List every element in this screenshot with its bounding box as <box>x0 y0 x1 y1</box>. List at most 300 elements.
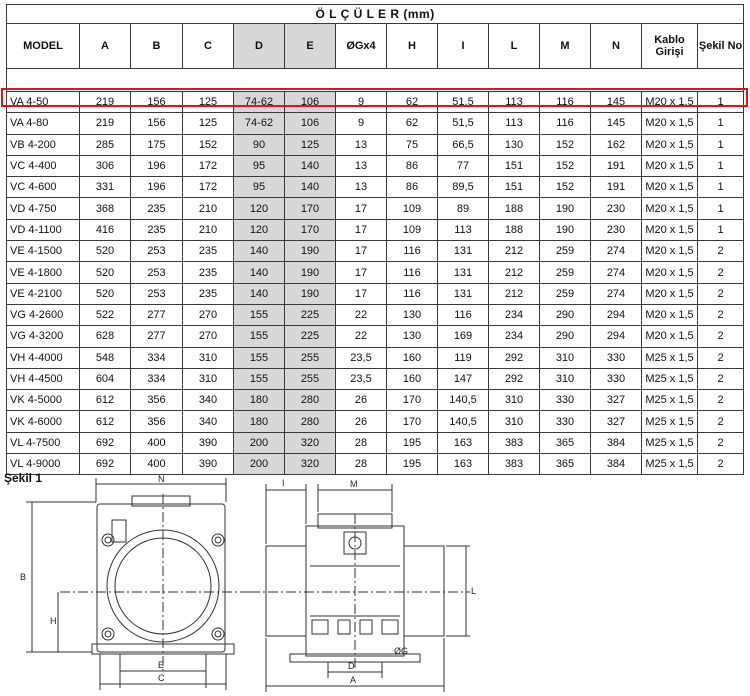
dim-e-label: E <box>158 660 165 670</box>
table-cell: 17 <box>336 219 387 240</box>
table-cell: 692 <box>80 432 131 453</box>
table-cell: 320 <box>285 454 336 475</box>
table-cell: 255 <box>285 368 336 389</box>
table-cell: 156 <box>131 92 183 113</box>
table-cell: 334 <box>131 347 183 368</box>
column-header: ØGx4 <box>336 24 387 69</box>
table-cell: 89 <box>438 198 489 219</box>
table-cell: 200 <box>234 432 285 453</box>
table-cell: 17 <box>336 283 387 304</box>
table-cell: 1 <box>698 134 744 155</box>
table-cell: 130 <box>387 304 438 325</box>
table-cell: 2 <box>698 241 744 262</box>
table-cell: 548 <box>80 347 131 368</box>
model-cell: VL 4-9000 <box>7 454 80 475</box>
table-cell: 116 <box>387 262 438 283</box>
dim-g-label: ØG <box>394 646 409 656</box>
table-cell: 140 <box>234 241 285 262</box>
table-row <box>7 198 744 219</box>
table-cell: M25 x 1,5 <box>642 411 698 432</box>
table-row <box>7 390 744 411</box>
table-cell: 400 <box>131 454 183 475</box>
table-cell: 1 <box>698 92 744 113</box>
table-cell: 612 <box>80 390 131 411</box>
table-cell: 235 <box>131 219 183 240</box>
table-cell: 120 <box>234 198 285 219</box>
table-cell: M25 x 1,5 <box>642 347 698 368</box>
table-cell: M20 x 1,5 <box>642 241 698 262</box>
model-cell: VD 4-750 <box>7 198 80 219</box>
table-cell: M20 x 1,5 <box>642 283 698 304</box>
table-cell: 1 <box>698 198 744 219</box>
dim-b-label: B <box>20 572 27 582</box>
table-cell: 368 <box>80 198 131 219</box>
table-cell: 390 <box>183 454 234 475</box>
table-cell: 66,5 <box>438 134 489 155</box>
table-cell: 9 <box>336 92 387 113</box>
table-cell: 160 <box>387 368 438 389</box>
table-cell: 235 <box>131 198 183 219</box>
table-cell: 290 <box>540 304 591 325</box>
table-cell: 51,5 <box>438 113 489 134</box>
model-cell: VE 4-2100 <box>7 283 80 304</box>
table-cell: 131 <box>438 283 489 304</box>
table-cell: 130 <box>489 134 540 155</box>
model-cell: VB 4-200 <box>7 134 80 155</box>
table-cell: 253 <box>131 283 183 304</box>
table-cell: 235 <box>183 283 234 304</box>
table-cell: 131 <box>438 241 489 262</box>
table-cell: 116 <box>540 113 591 134</box>
table-cell: M25 x 1,5 <box>642 454 698 475</box>
table-cell: 113 <box>489 113 540 134</box>
table-cell: 125 <box>183 113 234 134</box>
table-cell: 17 <box>336 262 387 283</box>
table-cell: 152 <box>540 134 591 155</box>
table-cell: 230 <box>591 198 642 219</box>
table-cell: 1 <box>698 219 744 240</box>
table-cell: 225 <box>285 326 336 347</box>
table-cell: 294 <box>591 304 642 325</box>
table-cell: 612 <box>80 411 131 432</box>
table-cell: 285 <box>80 134 131 155</box>
table-cell: M20 x 1,5 <box>642 92 698 113</box>
table-cell: 327 <box>591 411 642 432</box>
table-cell: 259 <box>540 283 591 304</box>
table-cell: 140 <box>234 262 285 283</box>
dim-d-label: D <box>348 661 355 671</box>
table-cell: 330 <box>591 347 642 368</box>
table-cell: 74-62 <box>234 113 285 134</box>
table-cell: 2 <box>698 326 744 347</box>
table-cell: 330 <box>540 411 591 432</box>
table-row <box>7 155 744 176</box>
table-cell: 109 <box>387 198 438 219</box>
figure-label: Şekil 1 <box>4 471 43 485</box>
table-cell: 306 <box>80 155 131 176</box>
column-header: N <box>591 24 642 69</box>
table-cell: 277 <box>131 326 183 347</box>
table-cell: 23,5 <box>336 347 387 368</box>
table-cell: 196 <box>131 155 183 176</box>
table-cell: 145 <box>591 113 642 134</box>
table-cell: 2 <box>698 347 744 368</box>
table-cell: 62 <box>387 92 438 113</box>
table-cell: 106 <box>285 113 336 134</box>
table-cell: 327 <box>591 390 642 411</box>
table-cell: 170 <box>285 219 336 240</box>
table-cell: M25 x 1,5 <box>642 390 698 411</box>
table-cell: 147 <box>438 368 489 389</box>
table-cell: 156 <box>131 113 183 134</box>
table-cell: M20 x 1,5 <box>642 177 698 198</box>
table-cell: 23,5 <box>336 368 387 389</box>
table-cell: 230 <box>591 219 642 240</box>
table-cell: 160 <box>387 347 438 368</box>
table-cell: 190 <box>285 241 336 262</box>
column-header: I <box>438 24 489 69</box>
model-cell: VC 4-400 <box>7 155 80 176</box>
table-cell: 2 <box>698 304 744 325</box>
table-cell: 310 <box>489 411 540 432</box>
table-cell: 131 <box>438 262 489 283</box>
table-cell: 180 <box>234 390 285 411</box>
dim-a-label: A <box>350 675 357 685</box>
model-cell: VA 4-80 <box>7 113 80 134</box>
table-cell: 140,5 <box>438 390 489 411</box>
column-header: B <box>131 24 183 69</box>
table-cell: 270 <box>183 304 234 325</box>
table-cell: 219 <box>80 113 131 134</box>
table-cell: 274 <box>591 262 642 283</box>
table-row <box>7 262 744 283</box>
table-cell: 155 <box>234 304 285 325</box>
column-header: D <box>234 24 285 69</box>
table-cell: 120 <box>234 219 285 240</box>
table-cell: 17 <box>336 241 387 262</box>
table-row <box>7 113 744 134</box>
model-cell: VE 4-1500 <box>7 241 80 262</box>
table-cell: 235 <box>183 241 234 262</box>
table-cell: 190 <box>285 283 336 304</box>
table-cell: 190 <box>540 198 591 219</box>
table-cell: 172 <box>183 155 234 176</box>
table-cell: 290 <box>540 326 591 347</box>
table-cell: 109 <box>387 219 438 240</box>
table-cell: 155 <box>234 368 285 389</box>
table-cell: 334 <box>131 368 183 389</box>
table-cell: 86 <box>387 155 438 176</box>
model-cell: VH 4-4500 <box>7 368 80 389</box>
table-cell: 219 <box>80 92 131 113</box>
table-cell: 2 <box>698 262 744 283</box>
table-cell: 140 <box>285 177 336 198</box>
dimensions-table <box>6 4 744 475</box>
table-cell: 253 <box>131 241 183 262</box>
table-cell: 180 <box>234 411 285 432</box>
table-cell: 520 <box>80 262 131 283</box>
table-cell: 151 <box>489 177 540 198</box>
table-cell: 13 <box>336 155 387 176</box>
table-cell: 310 <box>183 368 234 389</box>
table-cell: 151 <box>489 155 540 176</box>
table-cell: 320 <box>285 432 336 453</box>
table-cell: 113 <box>489 92 540 113</box>
table-cell: 212 <box>489 262 540 283</box>
dim-m-label: M <box>350 479 358 489</box>
table-cell: 113 <box>438 219 489 240</box>
table-cell: 145 <box>591 92 642 113</box>
table-cell: 522 <box>80 304 131 325</box>
dim-l-label: L <box>471 586 477 596</box>
column-header: MODEL <box>7 24 80 69</box>
table-cell: 13 <box>336 177 387 198</box>
table-cell: 2 <box>698 454 744 475</box>
model-cell: VC 4-600 <box>7 177 80 198</box>
table-cell: 140,5 <box>438 411 489 432</box>
table-cell: M20 x 1,5 <box>642 134 698 155</box>
table-cell: 116 <box>438 304 489 325</box>
model-cell: VD 4-1100 <box>7 219 80 240</box>
table-cell: 365 <box>540 454 591 475</box>
header-row <box>7 24 744 69</box>
table-cell: 89,5 <box>438 177 489 198</box>
model-cell: VL 4-7500 <box>7 432 80 453</box>
table-cell: 13 <box>336 134 387 155</box>
table-cell: 416 <box>80 219 131 240</box>
dim-n-label: N <box>158 474 165 484</box>
table-cell: 604 <box>80 368 131 389</box>
table-cell: 162 <box>591 134 642 155</box>
table-cell: 116 <box>540 92 591 113</box>
table-cell: 28 <box>336 432 387 453</box>
column-header: L <box>489 24 540 69</box>
table-cell: 235 <box>183 262 234 283</box>
table-row <box>7 219 744 240</box>
table-cell: M20 x 1,5 <box>642 155 698 176</box>
table-cell: 175 <box>131 134 183 155</box>
table-cell: 210 <box>183 198 234 219</box>
table-cell: 390 <box>183 432 234 453</box>
model-cell: VG 4-3200 <box>7 326 80 347</box>
table-cell: 196 <box>131 177 183 198</box>
dim-h-label: H <box>50 616 57 626</box>
table-cell: 1 <box>698 113 744 134</box>
table-cell: 22 <box>336 326 387 347</box>
table-cell: 17 <box>336 198 387 219</box>
table-cell: 140 <box>285 155 336 176</box>
table-cell: 190 <box>540 219 591 240</box>
table-cell: 163 <box>438 432 489 453</box>
table-cell: 280 <box>285 411 336 432</box>
table-cell: 340 <box>183 411 234 432</box>
table-cell: M20 x 1,5 <box>642 219 698 240</box>
table-cell: 170 <box>285 198 336 219</box>
table-cell: 330 <box>591 368 642 389</box>
table-cell: 1 <box>698 155 744 176</box>
table-cell: 274 <box>591 241 642 262</box>
table-cell: 2 <box>698 368 744 389</box>
model-cell: VH 4-4000 <box>7 347 80 368</box>
table-row <box>7 241 744 262</box>
table-cell: 74-62 <box>234 92 285 113</box>
side-view <box>250 484 470 692</box>
table-cell: 188 <box>489 219 540 240</box>
dim-c-label: C <box>158 673 165 683</box>
table-cell: 259 <box>540 241 591 262</box>
table-row <box>7 411 744 432</box>
table-cell: 22 <box>336 304 387 325</box>
table-cell: 225 <box>285 304 336 325</box>
table-cell: 9 <box>336 113 387 134</box>
column-header: C <box>183 24 234 69</box>
table-cell: 95 <box>234 177 285 198</box>
table-title: Ö L Ç Ü L E R (mm) <box>7 5 744 24</box>
table-cell: 119 <box>438 347 489 368</box>
table-cell: 170 <box>387 390 438 411</box>
table-cell: 163 <box>438 454 489 475</box>
table-cell: 26 <box>336 390 387 411</box>
table-cell: 400 <box>131 432 183 453</box>
column-header: H <box>387 24 438 69</box>
table-cell: 188 <box>489 198 540 219</box>
table-cell: M20 x 1,5 <box>642 262 698 283</box>
table-cell: 2 <box>698 390 744 411</box>
table-cell: 2 <box>698 283 744 304</box>
table-cell: 75 <box>387 134 438 155</box>
table-cell: 172 <box>183 177 234 198</box>
table-cell: 152 <box>540 155 591 176</box>
table-cell: 274 <box>591 283 642 304</box>
table-cell: 280 <box>285 390 336 411</box>
technical-drawing <box>0 474 750 696</box>
column-header: Şekil No <box>698 24 744 69</box>
table-cell: 520 <box>80 283 131 304</box>
table-cell: 62 <box>387 113 438 134</box>
table-cell: 255 <box>285 347 336 368</box>
table-cell: 116 <box>387 283 438 304</box>
table-cell: 86 <box>387 177 438 198</box>
table-cell: 292 <box>489 368 540 389</box>
table-cell: 212 <box>489 283 540 304</box>
table-body <box>7 69 744 475</box>
table-cell: 191 <box>591 155 642 176</box>
table-row <box>7 326 744 347</box>
table-cell: 520 <box>80 241 131 262</box>
table-cell: 155 <box>234 347 285 368</box>
table-cell: 200 <box>234 454 285 475</box>
table-cell: 195 <box>387 454 438 475</box>
table-row <box>7 92 744 113</box>
table-cell: 77 <box>438 155 489 176</box>
table-cell: 356 <box>131 411 183 432</box>
table-cell: 106 <box>285 92 336 113</box>
table-row <box>7 454 744 475</box>
table-cell: 331 <box>80 177 131 198</box>
table-cell: M20 x 1,5 <box>642 198 698 219</box>
table-row <box>7 432 744 453</box>
table-cell: 169 <box>438 326 489 347</box>
model-cell: VE 4-1800 <box>7 262 80 283</box>
column-header: M <box>540 24 591 69</box>
table-cell: M20 x 1,5 <box>642 113 698 134</box>
table-cell: 234 <box>489 326 540 347</box>
column-header: E <box>285 24 336 69</box>
table-cell: 234 <box>489 304 540 325</box>
table-cell: 270 <box>183 326 234 347</box>
table-cell: 340 <box>183 390 234 411</box>
table-cell: 259 <box>540 262 591 283</box>
table-cell: 384 <box>591 432 642 453</box>
model-cell: VK 4-5000 <box>7 390 80 411</box>
table-cell: 310 <box>489 390 540 411</box>
table-cell: 28 <box>336 454 387 475</box>
table-cell: 210 <box>183 219 234 240</box>
table-cell: 277 <box>131 304 183 325</box>
table-cell: M25 x 1,5 <box>642 432 698 453</box>
table-cell: 125 <box>285 134 336 155</box>
table-cell: 140 <box>234 283 285 304</box>
table-cell: 152 <box>183 134 234 155</box>
dim-i-label: I <box>282 478 285 488</box>
table-cell: 1 <box>698 177 744 198</box>
table-cell: 2 <box>698 432 744 453</box>
table-cell: 294 <box>591 326 642 347</box>
table-row <box>7 177 744 198</box>
table-cell: 628 <box>80 326 131 347</box>
column-header: Kablo Girişi <box>642 24 698 69</box>
table-cell: M20 x 1,5 <box>642 326 698 347</box>
model-cell: VG 4-2600 <box>7 304 80 325</box>
table-cell: 152 <box>540 177 591 198</box>
model-cell: VK 4-6000 <box>7 411 80 432</box>
table-cell: 26 <box>336 411 387 432</box>
table-cell: M25 x 1,5 <box>642 368 698 389</box>
table-row <box>7 283 744 304</box>
table-row <box>7 368 744 389</box>
table-cell: 190 <box>285 262 336 283</box>
table-cell: M20 x 1,5 <box>642 304 698 325</box>
table-cell: 195 <box>387 432 438 453</box>
table-cell: 51,5 <box>438 92 489 113</box>
table-row <box>7 304 744 325</box>
table-cell: 212 <box>489 241 540 262</box>
table-cell: 356 <box>131 390 183 411</box>
table-cell: 692 <box>80 454 131 475</box>
table-cell: 310 <box>540 347 591 368</box>
table-cell: 95 <box>234 155 285 176</box>
model-cell: VA 4-50 <box>7 92 80 113</box>
spacer-row <box>7 69 744 92</box>
table-cell: 310 <box>540 368 591 389</box>
table-cell: 383 <box>489 454 540 475</box>
table-cell: 125 <box>183 92 234 113</box>
table-cell: 330 <box>540 390 591 411</box>
table-cell: 191 <box>591 177 642 198</box>
column-header: A <box>80 24 131 69</box>
table-cell: 310 <box>183 347 234 368</box>
table-cell: 90 <box>234 134 285 155</box>
table-cell: 384 <box>591 454 642 475</box>
table-cell: 130 <box>387 326 438 347</box>
table-cell: 253 <box>131 262 183 283</box>
table-cell: 2 <box>698 411 744 432</box>
table-row <box>7 347 744 368</box>
table-cell: 292 <box>489 347 540 368</box>
table-row <box>7 134 744 155</box>
table-cell: 155 <box>234 326 285 347</box>
table-cell: 170 <box>387 411 438 432</box>
